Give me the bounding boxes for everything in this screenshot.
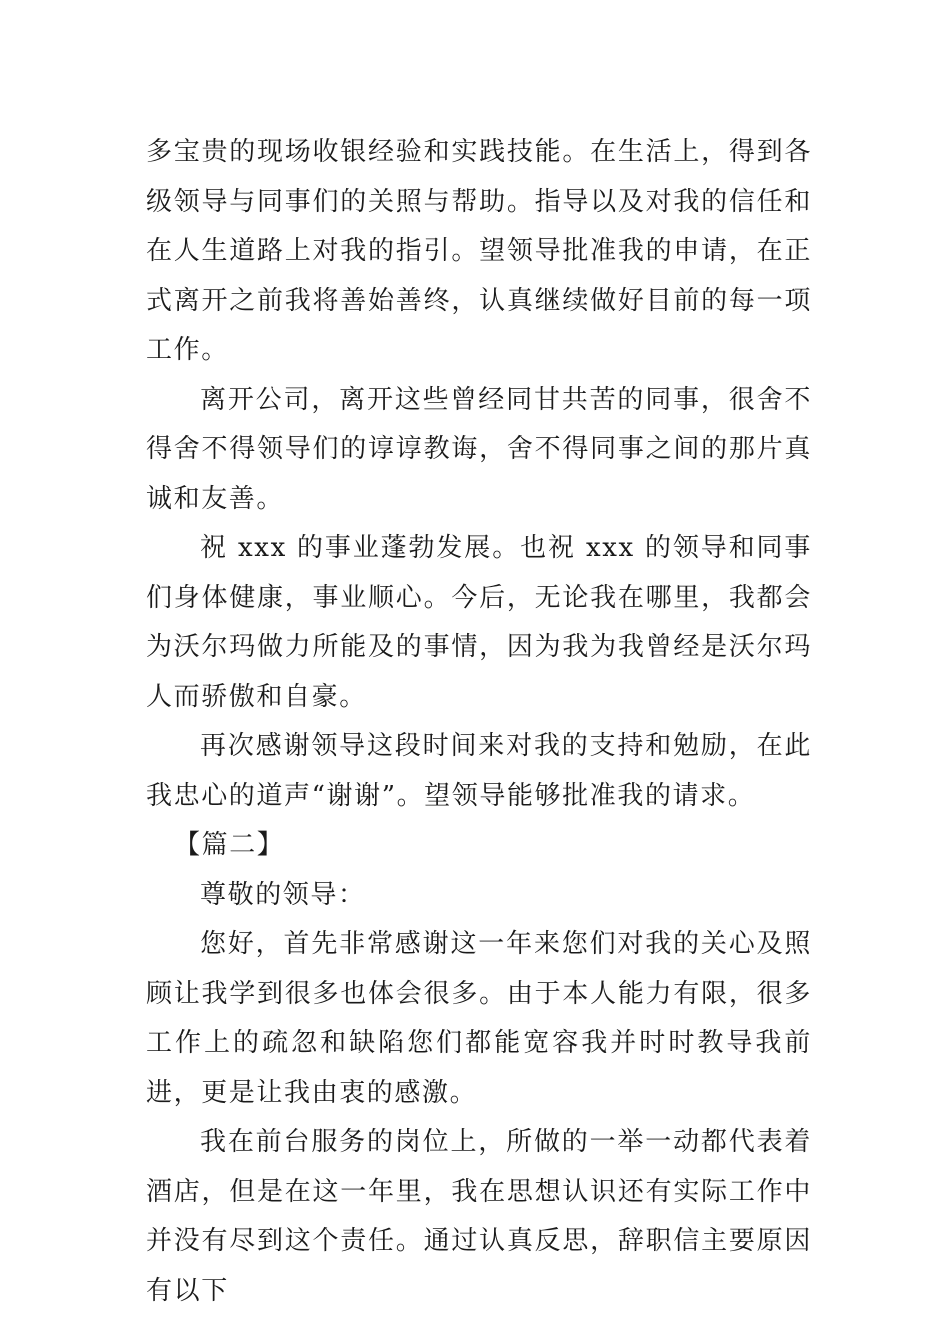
paragraph-farewell-colleagues: 离开公司，离开这些曾经同甘共苦的同事，很舍不得舍不得领导们的谆谆教诲，舍不得同事之间的那片真诚和友善。 bbox=[146, 384, 812, 514]
paragraph-thanks: 再次感谢领导这段时间来对我的支持和勉励，在此我忠心的道声“谢谢”。望领导能够批准我的请求。 bbox=[146, 731, 812, 811]
paragraph-continuation: 多宝贵的现场收银经验和实践技能。在生活上，得到各级领导与同事们的关照与帮助。指导以及对我的信任和在人生道路上对我的指引。望领导批准我的申请，在正式离开之前我将善始善终，认真继续做好目前的每一项工作。 bbox=[146, 137, 812, 365]
section-heading-part-two: 【篇二】 bbox=[174, 830, 285, 860]
salutation: 尊敬的领导： bbox=[200, 879, 366, 910]
paragraph-front-desk: 我在前台服务的岗位上，所做的一举一动都代表着酒店，但是在这一年里，我在思想认识还有实际工作中并没有尽到这个责任。通过认真反思，辞职信主要原因有以下 bbox=[146, 1127, 812, 1306]
document-body bbox=[146, 128, 812, 1316]
paragraph-gratitude: 您好，首先非常感谢这一年来您们对我的关心及照顾让我学到很多也体会很多。由于本人能力有限，很多工作上的疏忽和缺陷您们都能宽容我并时时教导我前进，更是让我由衷的感激。 bbox=[146, 929, 812, 1108]
paragraph-best-wishes: 祝 xxx 的事业蓬勃发展。也祝 xxx 的领导和同事们身体健康，事业顺心。今后，无论我在哪里，我都会为沃尔玛做力所能及的事情，因为我为我曾经是沃尔玛人而骄傲和自豪。 bbox=[146, 533, 812, 712]
